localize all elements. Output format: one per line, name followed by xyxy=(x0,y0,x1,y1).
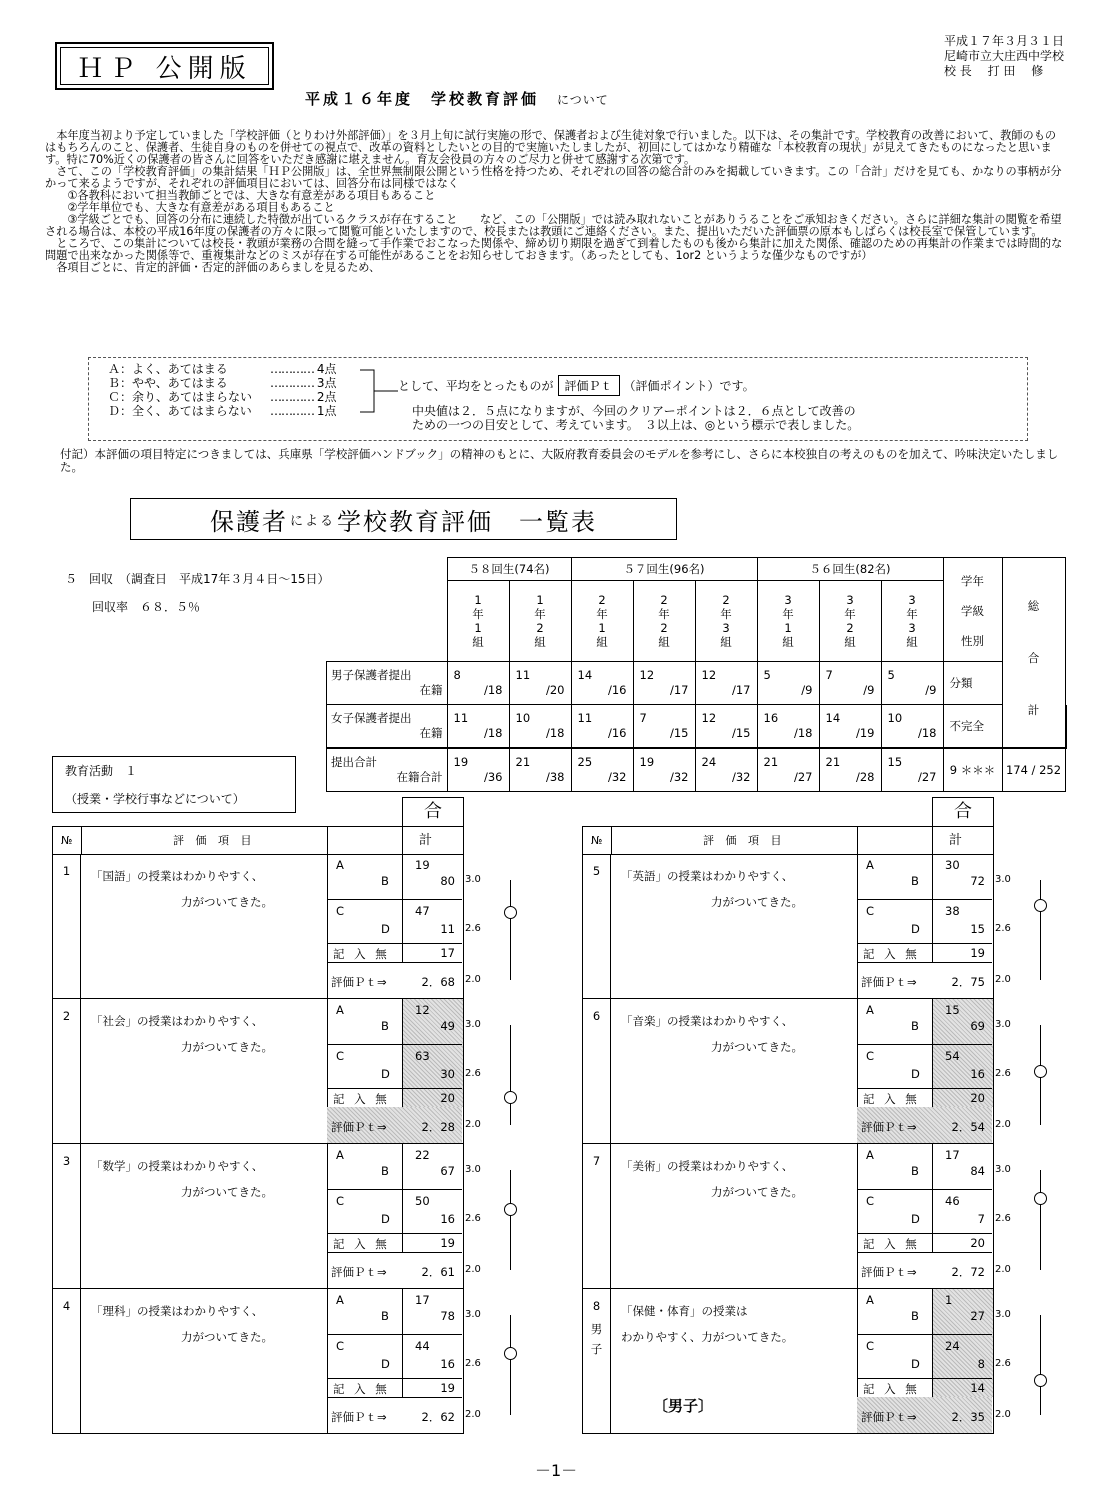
count-cell: 14 /16 xyxy=(571,662,633,705)
row-label xyxy=(327,662,448,705)
section-box xyxy=(52,756,296,813)
pt-badge: 評価Ｐｔ xyxy=(558,375,620,396)
count-cell: 11 /16 xyxy=(571,705,633,749)
count-b: 72 xyxy=(970,874,985,888)
count-a: 15 xyxy=(945,1003,960,1017)
side-label-cell xyxy=(943,558,1002,662)
count-cell: 15 /27 xyxy=(881,748,943,792)
pt-value: 2．61 xyxy=(421,1265,455,1279)
item-number-sub: 男 子 xyxy=(590,1322,603,1356)
pt-value: 2．62 xyxy=(421,1410,455,1424)
count-b: 69 xyxy=(970,1019,985,1033)
scale-2: 2.0 xyxy=(465,1409,481,1420)
pt-value: 2．72 xyxy=(951,1265,985,1279)
pt-marker xyxy=(504,906,517,919)
scale-line xyxy=(510,880,511,980)
legend-note-1: 中央値は２．５点になりますが、今回のクリアーポイントは２．６点として改善の xyxy=(412,404,856,418)
item-text-2: 力がついてきた。 xyxy=(181,895,273,909)
header-info xyxy=(944,34,1064,79)
kei-label: 計 xyxy=(949,833,963,848)
item-text-2: 力がついてきた。 xyxy=(711,895,803,909)
count-cell: 21 /38 xyxy=(509,748,571,792)
count-c: 24 xyxy=(945,1339,960,1353)
count-noans: 19 xyxy=(440,1236,455,1250)
item-number: 4 xyxy=(62,1299,71,1313)
intro-text xyxy=(45,130,1065,274)
legend-item: Ａ：よく、あてはまる xyxy=(108,362,228,376)
intro-paragraph: 本年度当初より予定していました「学校評価（とりわけ外部評価）」を３月上旬に試行実施の形で、保護者および生徒対象で行いました。以下は、その集計です。学校教育の改善において、教師のものはもちろんのこと、保護者、生徒自身のものを併せての視点で、改革の資料としたいとの目的で実施いたしましたが、初回にしてはかなり精確な「本校教育の現状」が見えてきたものになったと思います。特に70%近くの保護者の皆さんに回答をいただき感謝に堪えません。育友会役員の方々のご尽力と併せて感謝する次第です。 xyxy=(45,129,1057,166)
count-noans: 19 xyxy=(440,1381,455,1395)
item-text-1: 「理科」の授業はわかりやすく、 xyxy=(91,1304,264,1318)
main-title-post: 学校教育評価 一覧表 xyxy=(337,507,597,536)
pt-label: 評価Ｐｔ⇒ xyxy=(331,1410,387,1424)
item-text-1: 「英語」の授業はわかりやすく、 xyxy=(621,869,794,883)
school-name: 尼崎市立大庄西中学校 xyxy=(943,49,1064,63)
scale-26: 2.6 xyxy=(465,1213,481,1224)
noans-label: 記 入 無 xyxy=(863,947,920,961)
side-label: 不完全 xyxy=(943,705,1002,749)
count-d: 8 xyxy=(977,1357,985,1371)
count-cell: 10 /18 xyxy=(509,705,571,749)
legend-point: ………… 1点 xyxy=(270,404,337,418)
count-cell: 21 /27 xyxy=(757,748,819,792)
count-a: 17 xyxy=(945,1148,960,1162)
row-label-sub: 在籍 xyxy=(419,726,443,740)
item-text-2: 力がついてきた。 xyxy=(711,1040,803,1054)
item-text-1: 「保健・体育」の授業は xyxy=(621,1304,748,1318)
pt-value: 2．35 xyxy=(951,1410,985,1424)
intro-paragraph: ③学級ごとでも、回答の分布に連続した特徴が出ているクラスが存在すること など、この「公開版」では読み取れないことがありうることをご承知おきください。さらに詳細な集計の閲覧を希望される場合は、本校の平成16年度の保護者の方々に限って閲覧可能といたしますので、校長または教頭にご連絡ください。また、提出いただいた評価票の原本もしばらくは校長室で保管しています。 xyxy=(45,213,1062,238)
eval-item: 3 「数学」の授業はわかりやすく、 力がついてきた。 A B 22 67 C D 50 16 記 入 無 19 評価Ｐｔ⇒ 2．61 3.0 2.6 2.0 xyxy=(52,1144,464,1289)
eval-header-row xyxy=(582,826,994,855)
scale-3: 3.0 xyxy=(465,1164,481,1175)
count-cell: 11 /18 xyxy=(447,705,509,749)
no-header: № xyxy=(591,834,603,847)
count-cell: 7 /15 xyxy=(633,705,695,749)
total-label: 計 xyxy=(1027,702,1040,717)
row-label-main: 女子保護者提出 xyxy=(331,711,412,725)
report-date: 平成１７年３月３１日 xyxy=(943,34,1064,48)
class-header: 3 年 1 組 xyxy=(757,581,819,662)
scale-26: 2.6 xyxy=(995,1213,1011,1224)
grade-group: ５８回生(74名) xyxy=(447,558,571,581)
pt-label: 評価Ｐｔ⇒ xyxy=(861,1410,917,1424)
item-text-2: 力がついてきた。 xyxy=(711,1185,803,1199)
scale-3: 3.0 xyxy=(465,1019,481,1030)
item-number: 8 xyxy=(592,1299,601,1313)
scale-26: 2.6 xyxy=(995,923,1011,934)
scale-26: 2.6 xyxy=(995,1358,1011,1369)
count-d: 7 xyxy=(977,1212,985,1226)
section-title: 教育活動 １ xyxy=(65,764,138,778)
count-noans: 20 xyxy=(970,1091,985,1105)
legend-point-value: 1点 xyxy=(316,404,337,418)
pt-label: 評価Ｐｔ⇒ xyxy=(331,1265,387,1279)
grand-total: 174 / 252 xyxy=(1002,748,1065,792)
count-c: 54 xyxy=(945,1049,960,1063)
intro-paragraph: ①各教科において担当教師ごとでは、大きな有意差がある項目もあること xyxy=(45,189,436,202)
count-cell: 25 /32 xyxy=(571,748,633,792)
gou-label: 合 xyxy=(932,797,994,826)
legend-item: Ｄ：全く、あてはまらない xyxy=(108,404,252,418)
count-d: 16 xyxy=(440,1357,455,1371)
count-noans: 20 xyxy=(440,1091,455,1105)
count-d: 16 xyxy=(440,1212,455,1226)
count-a: 19 xyxy=(415,858,430,872)
legend-point-value: 4点 xyxy=(316,362,337,376)
main-title xyxy=(130,498,677,540)
count-a: 17 xyxy=(415,1293,430,1307)
item-text-2: わかりやすく、力がついてきた。 xyxy=(621,1330,794,1344)
pt-value: 2．28 xyxy=(421,1120,455,1134)
count-cell: 12 /17 xyxy=(633,662,695,705)
pt-value: 2．54 xyxy=(951,1120,985,1134)
scale-2: 2.0 xyxy=(995,1409,1011,1420)
item-text-1: 「音楽」の授業はわかりやすく、 xyxy=(621,1014,794,1028)
scale-3: 3.0 xyxy=(995,874,1011,885)
count-noans: 14 xyxy=(970,1381,985,1395)
class-header: 3 年 3 組 xyxy=(881,581,943,662)
summary-table xyxy=(326,557,1067,792)
collection-rate: 回収率 ６８．５％ xyxy=(92,600,201,614)
legend-items xyxy=(108,362,252,418)
count-cell: 7 /9 xyxy=(819,662,881,705)
noans-label: 記 入 無 xyxy=(863,1092,920,1106)
noans-label: 記 入 無 xyxy=(333,1237,390,1251)
row-label xyxy=(327,705,448,749)
count-cell: 10 /18 xyxy=(881,705,943,749)
eval-item: 6 「音楽」の授業はわかりやすく、 力がついてきた。 A B 15 69 C D 54 16 記 入 無 20 評価Ｐｔ⇒ 2．54 3.0 2.6 2.0 xyxy=(582,999,994,1144)
item-header: 評 価 項 目 xyxy=(173,834,256,847)
scale-3: 3.0 xyxy=(465,1309,481,1320)
scale-line xyxy=(510,1315,511,1415)
count-noans: 20 xyxy=(970,1236,985,1250)
eval-item: 1 「国語」の授業はわかりやすく、 力がついてきた。 A B 19 80 C D 47 11 記 入 無 17 評価Ｐｔ⇒ 2．68 3.0 2.6 2.0 xyxy=(52,854,464,999)
scale-line xyxy=(510,1170,511,1270)
item-text-1: 「美術」の授業はわかりやすく、 xyxy=(621,1159,794,1173)
scale-2: 2.0 xyxy=(995,974,1011,985)
legend-note-2: ための一つの目安として、考えています。 ３以上は、◎という標示で表しました。 xyxy=(412,418,860,432)
scale-26: 2.6 xyxy=(995,1068,1011,1079)
count-c: 38 xyxy=(945,904,960,918)
legend-bracket xyxy=(360,364,400,420)
count-b: 27 xyxy=(970,1309,985,1323)
side-label: 性別 xyxy=(961,634,984,648)
item-number-cell xyxy=(583,1289,611,1433)
count-cell: 12 /15 xyxy=(695,705,757,749)
grade-group: ５６回生(82名) xyxy=(757,558,943,581)
intro-paragraph: ②学年単位でも、大きな有意差がある項目もあること xyxy=(45,201,335,214)
survey-date: ５ 回収 （調査日 平成17年３月４日〜15日） xyxy=(65,572,330,586)
count-cell: 24 /32 xyxy=(695,748,757,792)
eval-item: 5 「英語」の授業はわかりやすく、 力がついてきた。 A B 30 72 C D 38 15 記 入 無 19 評価Ｐｔ⇒ 2．75 3.0 2.6 2.0 xyxy=(582,854,994,999)
scale-2: 2.0 xyxy=(465,1264,481,1275)
count-d: 11 xyxy=(440,922,455,936)
side-label: 学年 xyxy=(961,574,984,588)
page-number: －1－ xyxy=(535,1461,578,1480)
pt-label: 評価Ｐｔ⇒ xyxy=(861,1265,917,1279)
main-title-mid: による xyxy=(289,513,335,529)
legend-point: ………… 3点 xyxy=(270,376,337,390)
row-label-sub: 在籍 xyxy=(419,683,443,697)
class-header: 1 年 1 組 xyxy=(447,581,509,662)
count-b: 78 xyxy=(440,1309,455,1323)
item-text-2: 力がついてきた。 xyxy=(181,1040,273,1054)
pt-marker xyxy=(1034,899,1047,912)
count-c: 46 xyxy=(945,1194,960,1208)
row-label-sub: 在籍合計 xyxy=(396,770,443,784)
total-label: 総 xyxy=(1027,598,1040,613)
count-b: 84 xyxy=(970,1164,985,1178)
noans-label: 記 入 無 xyxy=(333,1092,390,1106)
pt-marker xyxy=(1034,1192,1047,1205)
item-text-1: 「社会」の授業はわかりやすく、 xyxy=(91,1014,264,1028)
count-a: 1 xyxy=(945,1293,953,1307)
pt-marker xyxy=(1034,1374,1047,1387)
item-tag: 〔男子〕 xyxy=(653,1397,714,1415)
count-cell: 11 /20 xyxy=(509,662,571,705)
count-cell: 21 /28 xyxy=(819,748,881,792)
principal-name: 校 長 打 田 修 xyxy=(943,64,1044,78)
scale-line xyxy=(510,1025,511,1125)
item-number-cell xyxy=(53,854,81,998)
total-label-cell xyxy=(1002,558,1065,749)
count-d: 16 xyxy=(970,1067,985,1081)
count-cell: 16 /18 xyxy=(757,705,819,749)
pt-marker xyxy=(504,1347,517,1360)
blank-cell xyxy=(327,558,448,581)
item-text-1: 「数学」の授業はわかりやすく、 xyxy=(91,1159,264,1173)
intro-paragraph: さて、この「学校教育評価」の集計結果「ＨＰ公開版」は、全世界無制限公開という性格を持つため、それぞれの回答の総合計のみを掲載していきます。この「合計」だけを見ても、かなりの事柄が分かって来るようですが、それぞれの評価項目においては、回答分布は同様ではなく xyxy=(45,165,1062,190)
legend-note xyxy=(412,404,859,432)
item-number: 7 xyxy=(592,1154,601,1168)
scale-3: 3.0 xyxy=(995,1019,1011,1030)
gou-label: 合 xyxy=(402,797,464,826)
legend-point-value: 3点 xyxy=(316,376,337,390)
pt-value: 2．68 xyxy=(421,975,455,989)
pt-label: 評価Ｐｔ⇒ xyxy=(861,1120,917,1134)
kei-label: 計 xyxy=(419,833,433,848)
count-cell: 5 /9 xyxy=(757,662,819,705)
legend-points xyxy=(270,362,336,418)
item-text-2: 力がついてきた。 xyxy=(181,1330,273,1344)
scale-3: 3.0 xyxy=(465,874,481,885)
main-title-pre: 保護者 xyxy=(209,507,288,536)
title-suffix: について xyxy=(557,93,609,107)
item-number-cell xyxy=(583,999,611,1143)
item-number: 3 xyxy=(62,1154,71,1168)
item-number-cell xyxy=(583,854,611,998)
incomplete-count: 9 ＊＊＊ xyxy=(943,748,1002,792)
count-d: 30 xyxy=(440,1067,455,1081)
count-cell: 12 /17 xyxy=(695,662,757,705)
count-b: 49 xyxy=(440,1019,455,1033)
scale-26: 2.6 xyxy=(465,1358,481,1369)
count-b: 67 xyxy=(440,1164,455,1178)
grade-group: ５７回生(96名) xyxy=(571,558,757,581)
scale-3: 3.0 xyxy=(995,1309,1011,1320)
scale-2: 2.0 xyxy=(465,1119,481,1130)
eval-item: 4 「理科」の授業はわかりやすく、 力がついてきた。 A B 17 78 C D 44 16 記 入 無 19 評価Ｐｔ⇒ 2．62 3.0 2.6 2.0 xyxy=(52,1289,464,1434)
survey-info xyxy=(65,565,330,621)
item-number-cell xyxy=(53,1289,81,1433)
row-label-main: 提出合計 xyxy=(331,755,377,769)
item-header: 評 価 項 目 xyxy=(703,834,786,847)
no-header: № xyxy=(61,834,73,847)
class-header: 3 年 2 組 xyxy=(819,581,881,662)
class-header: 1 年 2 組 xyxy=(509,581,571,662)
appendix-note: 付記）本評価の項目特定につきましては、兵庫県「学校評価ハンドブック」の精神のもとに、大阪府教育委員会のモデルを参考にし、さらに本校独自の考えのものを加えて、吟味決定いたしました。 xyxy=(60,447,1059,474)
total-blank xyxy=(1065,705,1066,749)
count-noans: 19 xyxy=(970,946,985,960)
scale-line xyxy=(1040,880,1041,980)
scale-3: 3.0 xyxy=(995,1164,1011,1175)
blank-cell xyxy=(327,581,448,662)
scale-2: 2.0 xyxy=(995,1119,1011,1130)
count-b: 80 xyxy=(440,874,455,888)
side-label: 分類 xyxy=(943,662,1002,705)
count-cell: 19 /32 xyxy=(633,748,695,792)
pt-label: 評価Ｐｔ⇒ xyxy=(861,975,917,989)
legend-item: Ｃ：余り、あてはまらない xyxy=(108,390,253,404)
pt-label: 評価Ｐｔ⇒ xyxy=(331,1120,387,1134)
item-text-2: 力がついてきた。 xyxy=(181,1185,273,1199)
legend-point: ………… 4点 xyxy=(270,362,337,376)
legend-point: ………… 2点 xyxy=(270,390,337,404)
row-label xyxy=(327,748,448,792)
count-noans: 17 xyxy=(440,946,455,960)
item-number-cell xyxy=(53,1144,81,1288)
count-cell: 14 /19 xyxy=(819,705,881,749)
item-number: 6 xyxy=(592,1009,601,1023)
count-a: 30 xyxy=(945,858,960,872)
total-label: 合 xyxy=(1027,650,1040,665)
count-c: 47 xyxy=(415,904,430,918)
intro-paragraph: ところで、この集計については校長・教頭が業務の合間を縫って手作業でおこなった関係や、締め切り期限を過ぎて到着したものも後から集計に加えた関係、確認のための再集計の作業までは時間的な問題で出来なかった関係等で、重複集計などのミスが存在する可能性があることをお知らせしておきます。（あったとしても、1or2 というような僅少なものですが） xyxy=(45,237,1063,262)
class-header: 2 年 1 組 xyxy=(571,581,633,662)
noans-label: 記 入 無 xyxy=(863,1237,920,1251)
count-c: 50 xyxy=(415,1194,430,1208)
count-cell: 19 /36 xyxy=(447,748,509,792)
side-label: 学級 xyxy=(961,604,984,618)
item-number-cell xyxy=(53,999,81,1143)
scale-2: 2.0 xyxy=(995,1264,1011,1275)
count-c: 44 xyxy=(415,1339,430,1353)
pt-marker xyxy=(504,1203,517,1216)
count-d: 15 xyxy=(970,922,985,936)
section-subtitle: （授業・学校行事などについて） xyxy=(65,792,245,806)
noans-label: 記 入 無 xyxy=(863,1382,920,1396)
title-main: 平成１６年度 学校教育評価 xyxy=(305,90,540,108)
noans-label: 記 入 無 xyxy=(333,1382,390,1396)
scale-26: 2.6 xyxy=(465,1068,481,1079)
scale-line xyxy=(1040,1170,1041,1270)
document-title xyxy=(305,88,609,109)
legend-mid-pre: として、平均をとったものが xyxy=(398,379,554,393)
scale-26: 2.6 xyxy=(465,923,481,934)
count-a: 12 xyxy=(415,1003,430,1017)
item-number-cell xyxy=(583,1144,611,1288)
pt-marker xyxy=(504,1091,517,1104)
item-number: 2 xyxy=(62,1009,71,1023)
item-number: 1 xyxy=(62,864,71,878)
legend-mid-post: （評価ポイント）です。 xyxy=(623,379,755,393)
item-number: 5 xyxy=(592,864,601,878)
eval-header-row xyxy=(52,826,464,855)
class-header: 2 年 3 組 xyxy=(695,581,757,662)
eval-item: 2 「社会」の授業はわかりやすく、 力がついてきた。 A B 12 49 C D 63 30 記 入 無 20 評価Ｐｔ⇒ 2．28 3.0 2.6 2.0 xyxy=(52,999,464,1144)
item-text-1: 「国語」の授業はわかりやすく、 xyxy=(91,869,264,883)
hp-public-badge: ＨＰ 公開版 xyxy=(55,42,274,90)
scale-line xyxy=(1040,1315,1041,1415)
eval-item: 7 「美術」の授業はわかりやすく、 力がついてきた。 A B 17 84 C D 46 7 記 入 無 20 評価Ｐｔ⇒ 2．72 3.0 2.6 2.0 xyxy=(582,1144,994,1289)
pt-label: 評価Ｐｔ⇒ xyxy=(331,975,387,989)
row-label-main: 男子保護者提出 xyxy=(331,668,412,682)
scale-2: 2.0 xyxy=(465,974,481,985)
class-header: 2 年 2 組 xyxy=(633,581,695,662)
count-cell: 8 /18 xyxy=(447,662,509,705)
pt-marker xyxy=(1034,1065,1047,1078)
count-a: 22 xyxy=(415,1148,430,1162)
count-cell: 5 /9 xyxy=(881,662,943,705)
legend-point-value: 2点 xyxy=(316,390,337,404)
eval-item: 8 男 子 「保健・体育」の授業は わかりやすく、力がついてきた。 〔男子〕 A B 1 27 C D 24 8 記 入 無 14 評価Ｐｔ⇒ 2．35 3.0 2.6 2.0 xyxy=(582,1289,994,1434)
noans-label: 記 入 無 xyxy=(333,947,390,961)
legend-item: Ｂ：やや、あてはまる xyxy=(108,376,228,390)
intro-paragraph: 各項目ごとに、肯定的評価・否定的評価のあらましを見るため、 xyxy=(45,261,381,274)
pt-value: 2．75 xyxy=(951,975,985,989)
legend-description xyxy=(398,375,755,396)
count-c: 63 xyxy=(415,1049,430,1063)
